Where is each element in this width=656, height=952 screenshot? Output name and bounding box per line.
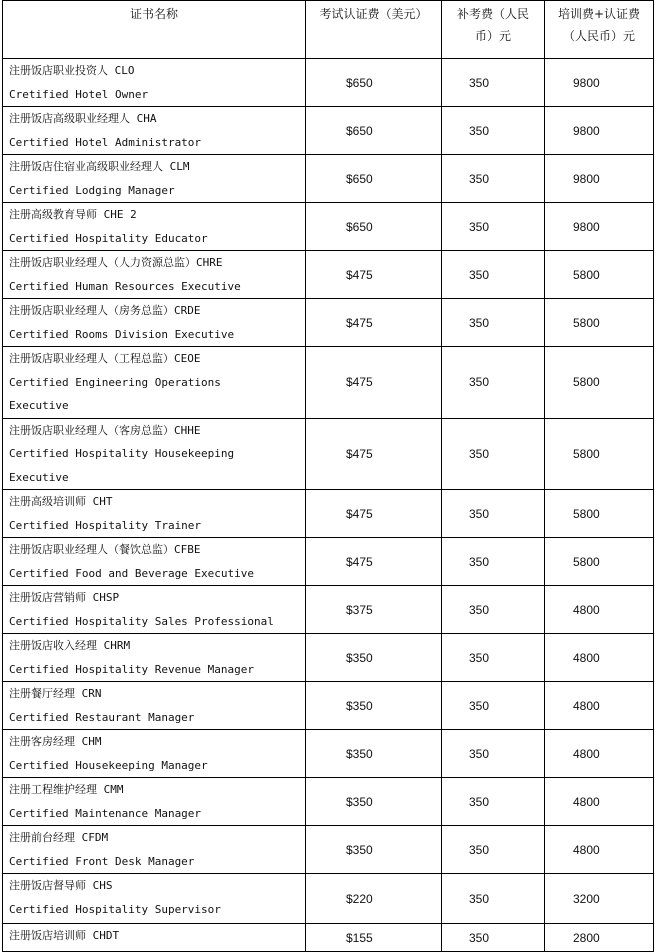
training-fee-cell: 4800 [545,826,654,874]
certificate-name-line: 注册饭店督导师 CHS [9,879,113,892]
table-row [3,418,654,490]
exam-fee-cell: $350 [306,778,442,826]
supplementary-fee-cell: 350 [442,203,545,251]
table-row [3,107,654,155]
certificate-name-line: Certified Maintenance Manager [9,806,202,820]
supplementary-fee-cell: 350 [442,826,545,874]
certificate-name-line: Certified Hotel Administrator [9,135,202,149]
exam-fee-cell: $475 [306,251,442,299]
supplementary-fee-cell: 350 [442,538,545,586]
header-supplementary-fee-line1: 补考费（人民 [456,7,529,21]
certificate-name-cell [3,107,306,155]
certificate-name-cell [3,730,306,778]
exam-fee-cell: $475 [306,299,442,347]
exam-fee-cell: $650 [306,155,442,203]
training-fee-cell: 4800 [545,778,654,826]
exam-fee-cell: $350 [306,730,442,778]
exam-fee-cell: $350 [306,682,442,730]
certificate-name-line: Certified Hospitality Supervisor [9,902,221,916]
certificate-name-line: 注册饭店职业经理人（房务总监）CRDE [9,304,201,317]
table-row [3,586,654,634]
exam-fee-cell: $475 [306,418,442,490]
certificate-name-line: 注册饭店高级职业经理人 CHA [9,112,157,125]
certificate-name-line: Certified Hospitality Revenue Manager [9,662,255,676]
training-fee-cell: 5800 [545,299,654,347]
certificate-name-line: Certified Hospitality Sales Professional [9,614,274,628]
training-fee-cell: 9800 [545,155,654,203]
certificate-name-line: 注册高级教育导师 CHE 2 [9,208,137,221]
certificate-name-line: 注册客房经理 CHM [9,735,102,748]
training-fee-cell: 5800 [545,418,654,490]
certificate-name-line: 注册前台经理 CFDM [9,831,109,844]
header-training-fee [545,1,654,59]
exam-fee-cell: $475 [306,538,442,586]
certificate-name-line: Certified Housekeeping Manager [9,758,208,772]
training-fee-cell: 9800 [545,203,654,251]
table-row [3,826,654,874]
certificate-name-line: Certified Restaurant Manager [9,710,195,724]
certificate-name-cell [3,490,306,538]
table-row [3,538,654,586]
exam-fee-cell: $650 [306,107,442,155]
training-fee-cell: 4800 [545,586,654,634]
certificate-name-cell [3,778,306,826]
certificate-name-line: 注册工程维护经理 CMM [9,783,124,796]
certificate-name-line: Certified Food and Beverage Executive [9,566,255,580]
header-training-fee-line1: 培训费+认证费 [557,7,641,21]
exam-fee-cell: $650 [306,203,442,251]
certificate-name-cell [3,203,306,251]
certificate-name-line: 注册饭店职业投资人 CLO [9,64,135,77]
certificate-name-line: Certified Rooms Division Executive [9,327,235,341]
certificate-name-line: Certified Hospitality Trainer [9,518,202,532]
training-fee-cell: 5800 [545,347,654,419]
certificate-name-cell [3,59,306,107]
training-fee-cell: 4800 [545,682,654,730]
certificate-name-line: Certified Front Desk Manager [9,854,195,868]
table-header-row [3,1,654,59]
supplementary-fee-cell: 350 [442,586,545,634]
supplementary-fee-cell: 350 [442,155,545,203]
table-row [3,155,654,203]
supplementary-fee-cell: 350 [442,299,545,347]
training-fee-cell: 5800 [545,538,654,586]
certificate-name-line: 注册饭店职业经理人（人力资源总监）CHRE [9,256,223,269]
supplementary-fee-cell: 350 [442,251,545,299]
supplementary-fee-cell: 350 [442,682,545,730]
certification-fee-table [2,0,654,952]
exam-fee-cell: $220 [306,874,442,924]
table-row [3,730,654,778]
exam-fee-cell: $350 [306,634,442,682]
table-row [3,924,654,952]
training-fee-cell: 5800 [545,251,654,299]
exam-fee-cell: $375 [306,586,442,634]
certificate-name-line: Certified Lodging Manager [9,183,175,197]
certificate-name-line: Cretified Hotel Owner [9,87,149,101]
supplementary-fee-cell: 350 [442,634,545,682]
table-row [3,490,654,538]
supplementary-fee-cell: 350 [442,778,545,826]
supplementary-fee-cell: 350 [442,490,545,538]
table-row [3,347,654,419]
exam-fee-cell: $350 [306,826,442,874]
certificate-name-line: Certified Engineering Operations [9,375,221,389]
certificate-name-cell [3,634,306,682]
training-fee-cell: 4800 [545,634,654,682]
table-row [3,59,654,107]
certificate-name-cell [3,418,306,490]
training-fee-cell: 9800 [545,59,654,107]
certificate-name-line: 注册饭店职业经理人（工程总监）CEOE [9,352,201,365]
certificate-name-cell [3,251,306,299]
exam-fee-cell: $475 [306,347,442,419]
certificate-name-line: 注册饭店培训师 CHDT [9,929,120,942]
exam-fee-cell: $650 [306,59,442,107]
certificate-name-line: 注册饭店职业经理人（餐饮总监）CFBE [9,543,201,556]
training-fee-cell: 5800 [545,490,654,538]
certificate-name-line: Certified Human Resources Executive [9,279,241,293]
table-row [3,778,654,826]
certificate-name-cell [3,924,306,952]
certificate-name-cell [3,826,306,874]
training-fee-cell: 2800 [545,924,654,952]
supplementary-fee-cell: 350 [442,730,545,778]
certificate-name-line: Certified Hospitality Housekeeping [9,447,235,460]
training-fee-cell: 9800 [545,107,654,155]
certificate-name-line: 注册餐厅经理 CRN [9,687,102,700]
table-row [3,203,654,251]
table-row [3,874,654,924]
supplementary-fee-cell: 350 [442,347,545,419]
certificate-name-line: Executive [9,470,69,484]
table-row [3,299,654,347]
supplementary-fee-cell: 350 [442,107,545,155]
exam-fee-cell: $155 [306,924,442,952]
certificate-name-cell [3,155,306,203]
supplementary-fee-cell: 350 [442,418,545,490]
table-row [3,634,654,682]
certificate-name-cell [3,299,306,347]
supplementary-fee-cell: 350 [442,924,545,952]
table-row [3,682,654,730]
certificate-name-cell [3,347,306,419]
header-training-fee-line2: （人民币）元 [562,29,635,43]
header-certificate-name: 证书名称 [3,1,306,59]
supplementary-fee-cell: 350 [442,59,545,107]
certificate-name-line: Executive [9,399,69,412]
training-fee-cell: 4800 [545,730,654,778]
certificate-name-cell [3,586,306,634]
header-supplementary-fee-line2: 币）元 [474,29,511,43]
training-fee-cell: 3200 [545,874,654,924]
exam-fee-cell: $475 [306,490,442,538]
table-row [3,251,654,299]
certificate-name-line: 注册饭店住宿业高级职业经理人 CLM [9,160,190,173]
certificate-name-line: 注册饭店营销师 CHSP [9,591,120,604]
supplementary-fee-cell: 350 [442,874,545,924]
certificate-name-cell [3,538,306,586]
certificate-name-line: 注册饭店职业经理人（客房总监）CHHE [9,423,201,437]
certificate-name-cell [3,682,306,730]
certificate-name-line: 注册高级培训师 CHT [9,495,113,508]
header-supplementary-fee [442,1,545,59]
certificate-name-cell [3,874,306,924]
certificate-name-line: Certified Hospitality Educator [9,231,208,245]
certificate-name-line: 注册饭店收入经理 CHRM [9,639,131,652]
header-exam-fee: 考试认证费（美元） [306,1,442,59]
